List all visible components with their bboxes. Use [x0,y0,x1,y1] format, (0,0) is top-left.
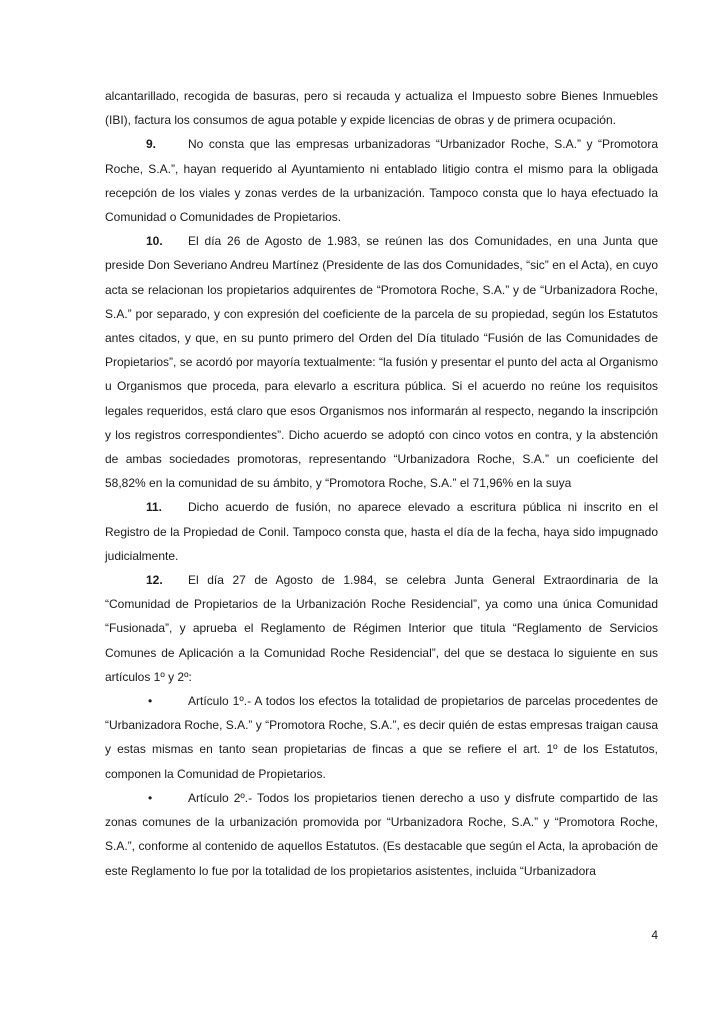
bullet-article-2 [105,786,658,883]
bullet-icon: • [148,790,153,805]
paragraph-text: El día 27 de Agosto de 1.984, se celebra Junta General Extraordinaria de la “Comunidad de Propietarios de la Urbanización Roche Residencial”, ya como una única Comunidad “Fusionada”, y aprueba el Reglamento de Régimen Interior que titula “Reglamento de Servicios Comunes de Aplicación a la Comunidad Roche Residencial”, del que se destaca lo siguiente en sus artículos 1º y 2º: [105,573,658,684]
bullet-article-1 [105,689,658,786]
paragraph-number: 9. [146,137,157,152]
bullet-text: Artículo 2º.- Todos los propietarios tienen derecho a uso y disfrute compartido de las zonas comunes de la urbanización promovida por “Urbanizadora Roche, S.A.” y “Promotora Roche, S.A.”, conforme al contenido de aquellos Estatutos. (Es destacable que según el Acta, la aprobación de este Reglamento lo fue por la totalidad de los propietarios asistentes, incluida “Urbanizadora [105,790,658,878]
page-number: 4 [651,928,658,942]
paragraph-number: 12. [146,573,163,588]
paragraph-12 [105,568,658,689]
paragraph-text: Dicho acuerdo de fusión, no aparece elevado a escritura pública ni inscrito en el Registro de la Propiedad de Conil. Tampoco consta que, hasta el día de la fecha, haya sido impugnado judicialmente. [105,500,658,563]
paragraph-10 [105,229,658,495]
paragraph-text: El día 26 de Agosto de 1.983, se reúnen las dos Comunidades, en una Junta que preside Don Severiano Andreu Martínez (Presidente de las dos Comunidades, “sic” en el Acta), en cuyo acta se relacionan los propietarios adquirentes de “Promotora Roche, S.A.” y de “Urbanizadora Roche, S.A.” por separado, y con expresión del coeficiente de la parcela de su propiedad, según los Estatutos antes citados, y que, en su punto primero del Orden del Día titulado “Fusión de las Comunidades de Propietarios”, se acordó por mayoría textualmente: “la fusión y presentar el punto del acta al Organismo u Organismos que proceda, para elevarlo a escritura pública. Si el acuerdo no reúne los requisitos legales requeridos, está claro que esos Organismos nos informarán al respecto, negando la inscripción y los registros correspondientes”. Dicho acuerdo se adoptó con cinco votos en contra, y la abstención de ambas sociedades promotoras, representando “Urbanizadora Roche, S.A.” un coeficiente del 58,82% en la comunidad de su ámbito, y “Promotora Roche, S.A.” el 71,96% en la suya [105,234,658,491]
paragraph-9 [105,132,658,229]
paragraph-number: 11. [146,500,163,515]
paragraph-number: 10. [146,234,163,249]
paragraph-text: alcantarillado, recogida de basuras, pero si recauda y actualiza el Impuesto sobre Bienes Inmuebles (IBI), factura los consumos de agua potable y expide licencias de obras y de primera ocupación. [105,89,658,128]
bullet-icon: • [148,694,153,709]
bullet-text: Artículo 1º.- A todos los efectos la totalidad de propietarios de parcelas procedentes de “Urbanizadora Roche, S.A.” y “Promotora Roche, S.A.”, es decir quién de estas empresas traigan causa y estas mismas en tanto sean propietarias de fincas a que se refiere el art. 1º de los Estatutos, componen la Comunidad de Propietarios. [105,694,658,781]
paragraph-intro [105,84,658,132]
paragraph-11 [105,495,658,568]
paragraph-text: No consta que las empresas urbanizadoras “Urbanizador Roche, S.A.” y “Promotora Roche, S.A.”, hayan requerido al Ayuntamiento ni entablado litigio contra el mismo para la obligada recepción de los viales y zonas verdes de la urbanización. Tampoco consta que lo haya efectuado la Comunidad o Comunidades de Propietarios. [105,137,658,225]
